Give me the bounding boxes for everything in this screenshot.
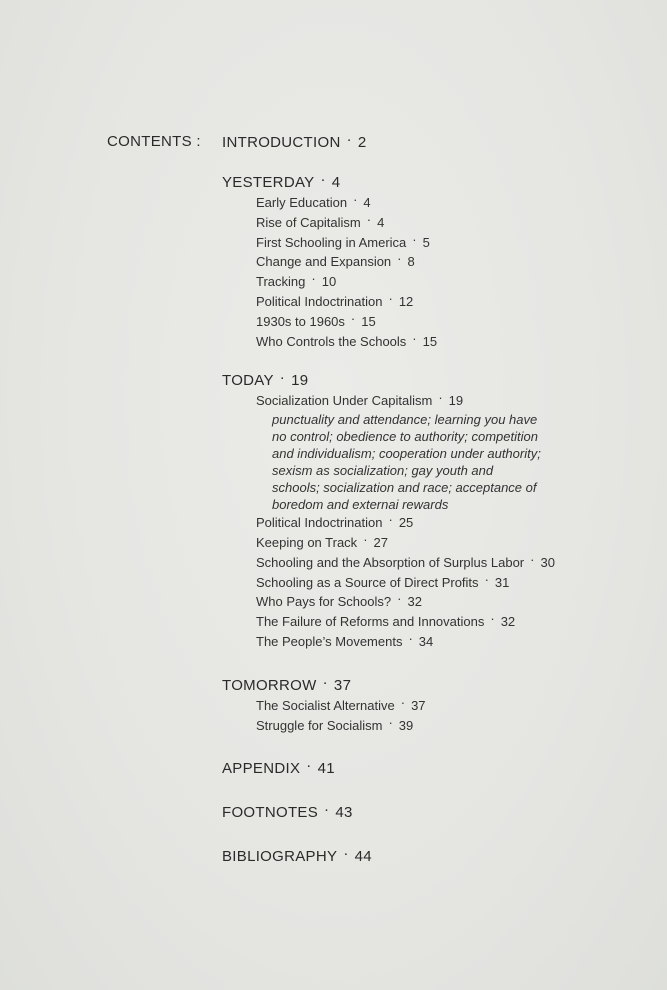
section-tomorrow [222,673,662,736]
entry-title: Political Indoctrination [256,293,383,309]
section-heading [222,133,662,153]
toc-entry [256,233,662,253]
separator-dot: · [408,630,413,646]
separator-dot: · [412,231,417,247]
separator-dot: · [363,531,368,547]
entry-title: Rise of Capitalism [256,214,361,230]
separator-dot: · [397,251,402,267]
page-number: 4 [331,174,341,191]
toc-entry [256,213,662,233]
section-title: TOMORROW [222,676,317,694]
page-number: 15 [361,313,376,329]
toc-entry [256,612,662,632]
entry-title: The Failure of Reforms and Innovations [256,614,485,630]
page-number: 10 [321,274,337,290]
entry-list [256,391,662,651]
entry-list [256,696,662,736]
page-number: 4 [377,214,385,230]
page-number: 12 [398,293,414,309]
page-number: 34 [418,633,434,649]
entry-title: Who Controls the Schools [256,333,407,349]
separator-dot: · [366,211,372,227]
page-number: 8 [407,254,415,270]
section-heading [222,847,662,867]
entry-title: Socialization Under Capitalism [256,393,433,409]
toc-entry [256,592,662,612]
entry-title: Schooling as a Source of Direct Profits [256,574,479,590]
section-title: APPENDIX [222,760,301,778]
separator-dot: · [400,694,406,710]
page-number: 39 [398,717,414,733]
page-number: 27 [373,534,388,550]
toc-entry [256,193,662,213]
toc-entry [256,312,662,332]
page-number: 4 [363,195,371,210]
separator-dot: · [490,611,495,627]
entry-title: Struggle for Socialism [256,717,383,733]
entry-title: Keeping on Track [256,534,358,550]
entry-title: Political Indoctrination [256,515,383,531]
page-number: 25 [398,515,414,531]
page-number: 5 [422,234,430,250]
toc-column [222,133,662,867]
separator-dot: · [438,390,443,406]
section-title: YESTERDAY [222,174,315,191]
page-number: 41 [317,760,335,778]
separator-dot: · [306,757,312,775]
page-number: 30 [540,554,555,570]
page-number: 43 [335,804,353,822]
section-title: BIBLIOGRAPHY [222,848,338,866]
separator-dot: · [388,512,393,528]
page-number: 44 [354,848,372,866]
subtopics-text: punctuality and attendance; learning you have no control; obedience to authority; competition and individualism; cooperation under authority; sexism as socialization; gay youth and schools; socialization and race; acceptance of boredom and externai rewards [272,412,541,513]
separator-dot: · [311,271,316,287]
toc-entry [256,292,662,312]
toc-entry [256,632,662,652]
separator-dot: · [324,801,330,819]
entry-title: Tracking [256,274,306,290]
section-heading [222,371,662,391]
section-title: TODAY [222,372,274,390]
section-yesterday [222,173,662,351]
section-title: FOOTNOTES [222,804,319,822]
separator-dot: · [388,714,393,730]
separator-dot: · [320,171,326,188]
entry-title: Who Pays for Schools? [256,594,392,610]
page-number: 31 [494,574,510,590]
entry-title: 1930s to 1960s [256,313,345,329]
section-footnotes [222,803,662,823]
section-heading [222,173,662,193]
separator-dot: · [279,369,286,387]
separator-dot: · [484,571,489,587]
separator-dot: · [343,845,349,863]
entry-title: Schooling and the Absorption of Surplus Labor [256,554,525,570]
separator-dot: · [530,551,535,567]
page-number: 37 [333,676,352,694]
toc-entry [256,573,662,593]
section-title: INTRODUCTION [222,134,341,151]
page-number: 2 [357,134,367,151]
toc-entry [256,391,662,411]
page-number: 19 [448,393,464,409]
section-appendix [222,759,662,779]
page-number: 15 [422,333,438,349]
separator-dot: · [388,290,393,306]
toc-entry [256,252,662,272]
toc-entry [256,513,662,533]
separator-dot: · [353,192,358,207]
entry-title: Early Education [256,195,348,210]
entry-list [256,193,662,351]
separator-dot: · [322,673,328,691]
section-heading [222,803,662,823]
entry-title: The People’s Movements [256,633,403,649]
page-number: 32 [500,614,516,630]
section-introduction [222,133,662,153]
toc-entry [256,696,662,716]
toc-entry [256,553,662,573]
entry-title: The Socialist Alternative [256,697,395,713]
separator-dot: · [397,591,402,607]
entry-title: First Schooling in America [256,234,407,250]
toc-entry [256,272,662,292]
page-number: 32 [407,594,422,610]
contents-label: CONTENTS : [107,133,201,150]
section-heading [222,759,662,779]
separator-dot: · [346,131,352,148]
toc-entry [256,716,662,736]
separator-dot: · [350,310,356,326]
page-number: 19 [291,372,309,390]
section-today [222,371,662,651]
section-heading [222,673,662,696]
separator-dot: · [412,330,417,346]
toc-entry [256,533,662,553]
page-number: 37 [411,697,426,713]
section-bibliography [222,847,662,867]
entry-title: Change and Expansion [256,254,392,270]
toc-entry [256,332,662,352]
